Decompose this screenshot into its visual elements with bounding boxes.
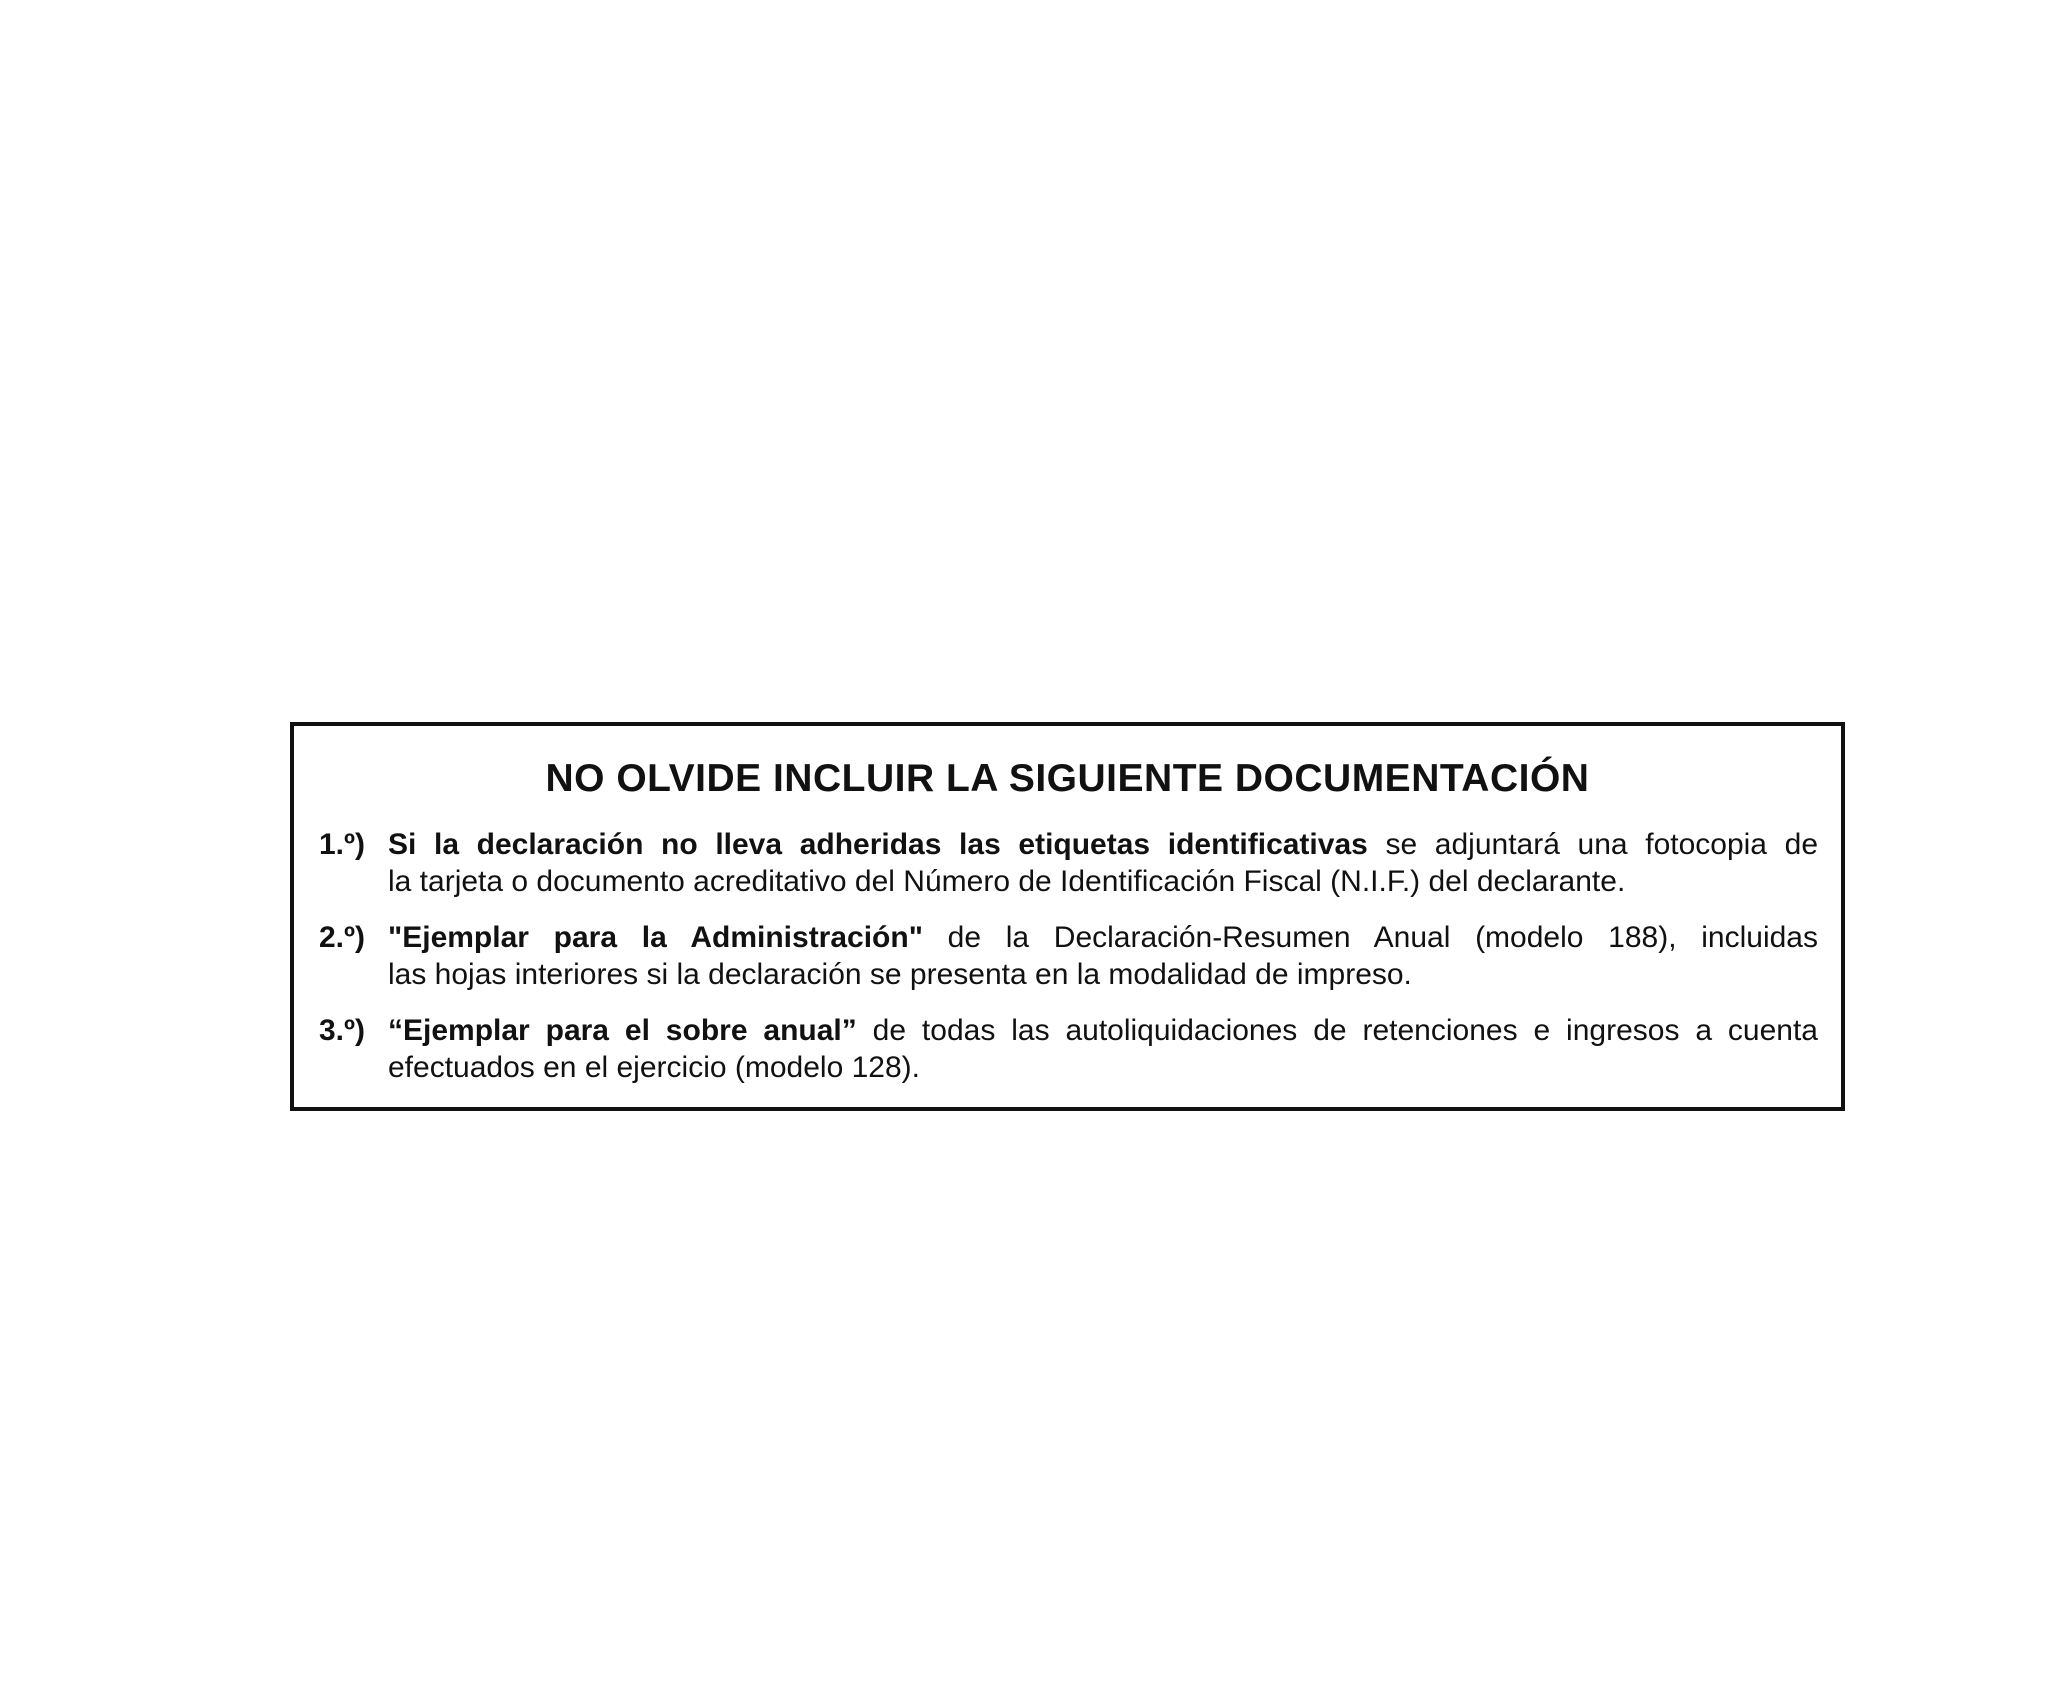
item-text-continuation: de todas las autoliquidaciones de retenciones e ingresos a cuenta xyxy=(856,1014,1818,1047)
documentation-notice-box xyxy=(290,722,1845,1111)
item-number: 2.º) xyxy=(319,921,365,954)
item-number: 1.º) xyxy=(319,828,365,861)
item-bold-lead: Si la declaración no lleva adheridas las etiquetas identificativas xyxy=(388,828,1368,861)
item-number: 3.º) xyxy=(319,1014,365,1047)
item-first-line xyxy=(388,1012,1818,1049)
item-text-continuation: de la Declaración-Resumen Anual (modelo 188), incluidas xyxy=(922,921,1818,954)
item-first-line xyxy=(388,826,1818,863)
item-bold-lead: “Ejemplar para el sobre anual” xyxy=(388,1014,857,1047)
item-second-line: efectuados en el ejercicio (modelo 128). xyxy=(388,1051,920,1084)
item-first-line xyxy=(388,919,1818,956)
notice-title: NO OLVIDE INCLUIR LA SIGUIENTE DOCUMENTACIÓN xyxy=(545,757,1590,800)
item-second-line: las hojas interiores si la declaración se presenta en la modalidad de impreso. xyxy=(388,958,1412,991)
item-text-continuation: se adjuntará una fotocopia de xyxy=(1367,828,1818,861)
item-second-line: la tarjeta o documento acreditativo del Número de Identificación Fiscal (N.I.F.) del declarante. xyxy=(388,865,1626,898)
item-bold-lead: "Ejemplar para la Administración" xyxy=(388,921,923,954)
